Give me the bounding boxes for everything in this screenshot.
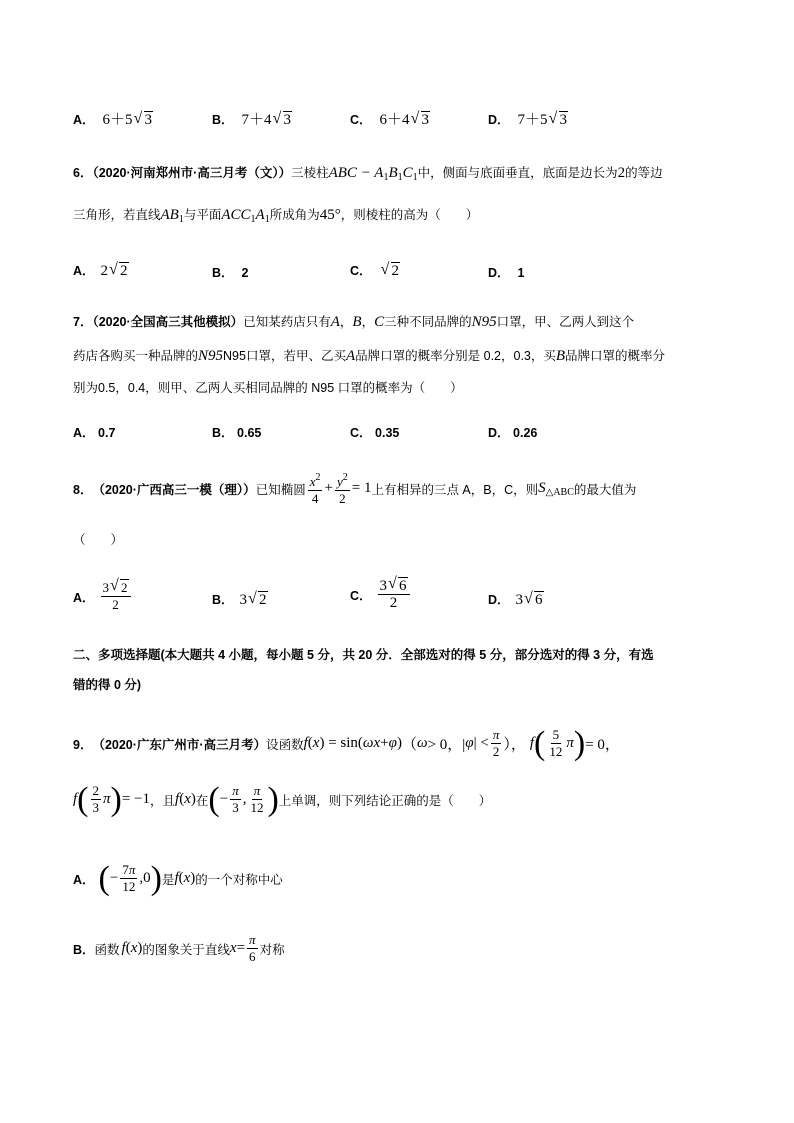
- q7-source: （2020·全国高三其他模拟）: [92, 315, 244, 329]
- q7-brand-b-2: B: [555, 348, 566, 364]
- q7-option-b-value: 0.65: [237, 426, 262, 440]
- q5-option-b-sqrt: √ 3: [274, 112, 293, 129]
- q6-option-d-value: 1: [517, 266, 525, 280]
- q8-line1: 8． （2020·广西高三一模（理）） 已知椭圆 $\frac{x^2}{4}$ + $\frac{y^2}{2}$ = 1 上有相异的三点 A，B，C，则 $S_{\triangle ABC}$ 的最大值为: [73, 472, 637, 506]
- q7-option-d-label: D．: [488, 426, 510, 440]
- q6-option-a-sqrt: √ 2: [110, 263, 129, 280]
- q7-option-d-value: 0.26: [513, 426, 538, 440]
- q9-option-a: A． ( − $\frac{7\pi}{12}$ ,0 ) 是 f ( x ) 的一个对称中心: [73, 859, 283, 897]
- q8-option-b-sqrt: √ 2: [249, 592, 268, 609]
- q6-option-d: [488, 263, 524, 281]
- q7-line1: 7．（2020·全国高三其他模拟）已知某药店只有A，B，C三种不同品牌的N95口罩，甲、乙两人到这个: [73, 314, 635, 330]
- q7-option-a: [73, 423, 115, 441]
- q6-plane: $ACC_1A_1$: [221, 207, 270, 225]
- q8-option-d-pre: 3: [515, 592, 524, 608]
- q7-option-b-label: B．: [212, 426, 234, 440]
- q9-option-a-frac: $\frac{7\pi}{12}$: [122, 862, 136, 894]
- q6-option-b-value: 2: [241, 266, 249, 280]
- q9-text3: 在: [195, 793, 209, 808]
- q7-brand-a-2: A: [345, 348, 356, 364]
- q6-text3: 的等边: [625, 166, 663, 180]
- q6-prism: ABC − $A_1B_1C_1$: [328, 165, 418, 183]
- q9-option-b: B． 函数 f ( x ) 的图象关于直线 x = $\frac{\pi}{6}$ 对称: [73, 932, 285, 964]
- q8-ellipse-x-frac: $\frac{x^2}{4}$: [309, 472, 321, 506]
- q5-option-c-pre: 6＋4: [379, 112, 410, 128]
- q9-text2: ，且: [150, 793, 176, 808]
- q6-side: 2: [617, 165, 626, 181]
- q5-option-d-pre: 7＋5: [517, 112, 548, 128]
- q8-source: （2020·广西高三一模（理））: [92, 482, 256, 497]
- q6-line1: [73, 163, 663, 183]
- q5-option-a-label: A．: [73, 113, 95, 127]
- q7-text2d: 品牌口罩的概率分: [565, 349, 666, 363]
- q6-text5: 与平面: [183, 208, 222, 222]
- q9-number: 9．: [73, 737, 93, 752]
- q7-n95-2: N95: [198, 348, 224, 364]
- q9-text4: 上单调，则下列结论正确的是（ ）: [278, 793, 492, 808]
- q8-option-d-label: D．: [488, 593, 510, 607]
- q6-option-c-label: C．: [350, 264, 372, 278]
- q5-option-d: [488, 108, 568, 129]
- q8-option-d-sqrt: √ 6: [525, 592, 544, 609]
- q9-two-thirds: $\frac{2}{3}$: [92, 783, 99, 815]
- q5-option-b-pre: 7＋4: [241, 112, 272, 128]
- q7-option-d: [488, 423, 537, 441]
- q5-option-b-label: B．: [212, 113, 234, 127]
- q8-area-symbol: $S_{\triangle ABC}$: [538, 479, 574, 498]
- section2-heading-2: [73, 675, 141, 693]
- q9-text1: 设函数: [266, 737, 304, 752]
- q9-option-b-text3: 对称: [259, 942, 285, 957]
- q7-text1a: 已知某药店只有: [243, 315, 331, 329]
- q7-text2a: 药店各购买一种品牌的: [73, 349, 199, 363]
- q9-source: （2020·广东广州市·高三月考）: [92, 737, 267, 752]
- q7-number: 7．: [73, 315, 93, 329]
- q7-text1c: 口罩，甲、乙两人到这个: [496, 315, 635, 329]
- q8-paren: [73, 530, 123, 548]
- q6-number: 6．: [73, 166, 93, 180]
- section2-line1: 二、多项选择题(本大题共 4 小题，每小题 5 分，共 20 分．全部选对的得 5 分，部分选对的得 3 分，有选: [73, 648, 654, 662]
- q9-option-a-text: 是: [161, 872, 175, 887]
- q7-brand-c: C: [374, 314, 385, 330]
- q7-text2b: N95口罩，若甲、乙买: [223, 349, 346, 363]
- q7-text2c: 品牌口罩的概率分别是 0.2，0.3，买: [355, 349, 556, 363]
- q5-option-a: [73, 108, 153, 129]
- q6-option-d-label: D．: [488, 266, 510, 280]
- q5-option-a-pre: 6＋5: [102, 112, 133, 128]
- q8-option-c-label: C．: [350, 588, 372, 603]
- q6-option-a: [73, 261, 129, 280]
- q7-option-c-value: 0.35: [375, 426, 400, 440]
- q8-option-c-frac: $\frac{3√ 6}{2}$: [378, 578, 410, 611]
- q9-option-a-text2: 的一个对称中心: [195, 872, 283, 887]
- q7-line2: [73, 346, 665, 365]
- q5-option-c-sqrt: √ 3: [412, 112, 431, 129]
- q8-ellipse-y-frac: $\frac{y^2}{2}$: [336, 472, 348, 506]
- q6-option-c: [350, 261, 400, 280]
- q7-text1b: 三种不同品牌的: [384, 315, 472, 329]
- section2-heading: [73, 645, 654, 663]
- q9-option-b-text2: 的图象关于直线: [142, 942, 230, 957]
- q8-option-b: [212, 590, 268, 609]
- q5-option-c: [350, 108, 430, 129]
- q7-n95: N95: [471, 314, 497, 330]
- q7-option-c-label: C．: [350, 426, 372, 440]
- q8-option-c: [350, 578, 412, 611]
- q6-text: 三棱柱: [291, 166, 329, 180]
- q8-option-b-pre: 3: [239, 592, 248, 608]
- q8-number: 8．: [73, 482, 93, 497]
- q9-function-def: f: [303, 735, 308, 751]
- q5-option-d-sqrt: √ 3: [550, 112, 569, 129]
- q6-option-a-pre: 2: [100, 263, 109, 279]
- q5-option-d-label: D．: [488, 113, 510, 127]
- q6-option-b-label: B．: [212, 266, 234, 280]
- q6-line2: [73, 205, 478, 225]
- q9-interval-right: $\frac{\pi}{12}$: [250, 783, 264, 815]
- q8-option-a-label: A．: [73, 590, 95, 605]
- section2-line2: 错的得 0 分): [73, 678, 142, 692]
- q6-text2: 中，侧面与底面垂直，底面是边长为: [417, 166, 618, 180]
- q6-line-ab1: $AB_1$: [160, 207, 184, 225]
- q7-line3: [73, 378, 463, 396]
- q8-option-d: [488, 590, 544, 609]
- q9-option-b-frac: $\frac{\pi}{6}$: [249, 932, 256, 964]
- q7-option-c: [350, 423, 399, 441]
- q9-pi-half: $\frac{\pi}{2}$: [492, 727, 500, 759]
- q9-interval-left: $\frac{\pi}{3}$: [232, 783, 239, 815]
- q7-brand-a: A: [330, 314, 340, 330]
- q5-option-a-sqrt: √ 3: [135, 112, 154, 129]
- q7-option-a-value: 0.7: [98, 426, 116, 440]
- q8-text3: 的最大值为: [573, 482, 637, 497]
- q6-text6: 所成角为: [269, 208, 320, 222]
- q6-source: （2020·河南郑州市·高三月考（文））: [92, 166, 292, 180]
- q9-line1: 9． （2020·广东广州市·高三月考） 设函数 f ( x ) = sin( ωx + φ ) （ ω > 0，| φ | < $\frac{\pi}{2}$ ）， f ( $\frac{5}{12}$ π ) = 0，: [73, 724, 620, 762]
- q8-option-a: [73, 580, 133, 613]
- q6-option-a-label: A．: [73, 264, 95, 278]
- q8-option-b-label: B．: [212, 593, 234, 607]
- q9-five-twelfths: $\frac{5}{12}$: [549, 727, 563, 759]
- q5-option-c-label: C．: [350, 113, 372, 127]
- q9-option-a-label: A．: [73, 872, 95, 887]
- q6-option-c-sqrt: √ 2: [382, 263, 401, 280]
- q7-option-a-label: A．: [73, 426, 95, 440]
- q8-text1: 已知椭圆: [255, 482, 306, 497]
- q7-text3: 别为0.5，0.4，则甲、乙两人买相同品牌的 N95 口罩的概率为（ ）: [73, 381, 463, 395]
- q6-option-b: [212, 263, 248, 281]
- q6-text7: ，则棱柱的高为（ ）: [340, 208, 479, 222]
- q9-line2: f ( $\frac{2}{3}$ π ) = −1 ，且 f ( x ) 在 ( − $\frac{\pi}{3}$ , $\frac{\pi}{12}$ ) 上单调，则下列结论正确的是（ ）: [73, 780, 492, 818]
- q6-angle: 45°: [319, 207, 341, 223]
- q6-text4: 三角形，若直线: [73, 208, 161, 222]
- q8-paren-text: （ ）: [73, 533, 124, 547]
- q9-option-b-text: 函数: [94, 942, 120, 957]
- q5-option-b: [212, 108, 292, 129]
- q7-option-b: [212, 423, 261, 441]
- q8-option-a-frac: $\frac{3√ 2}{2}$: [101, 580, 131, 613]
- q8-text2: 上有相异的三点 A，B，C，则: [371, 482, 539, 497]
- q7-brand-b: B: [352, 314, 362, 330]
- q9-option-b-label: B．: [73, 942, 95, 957]
